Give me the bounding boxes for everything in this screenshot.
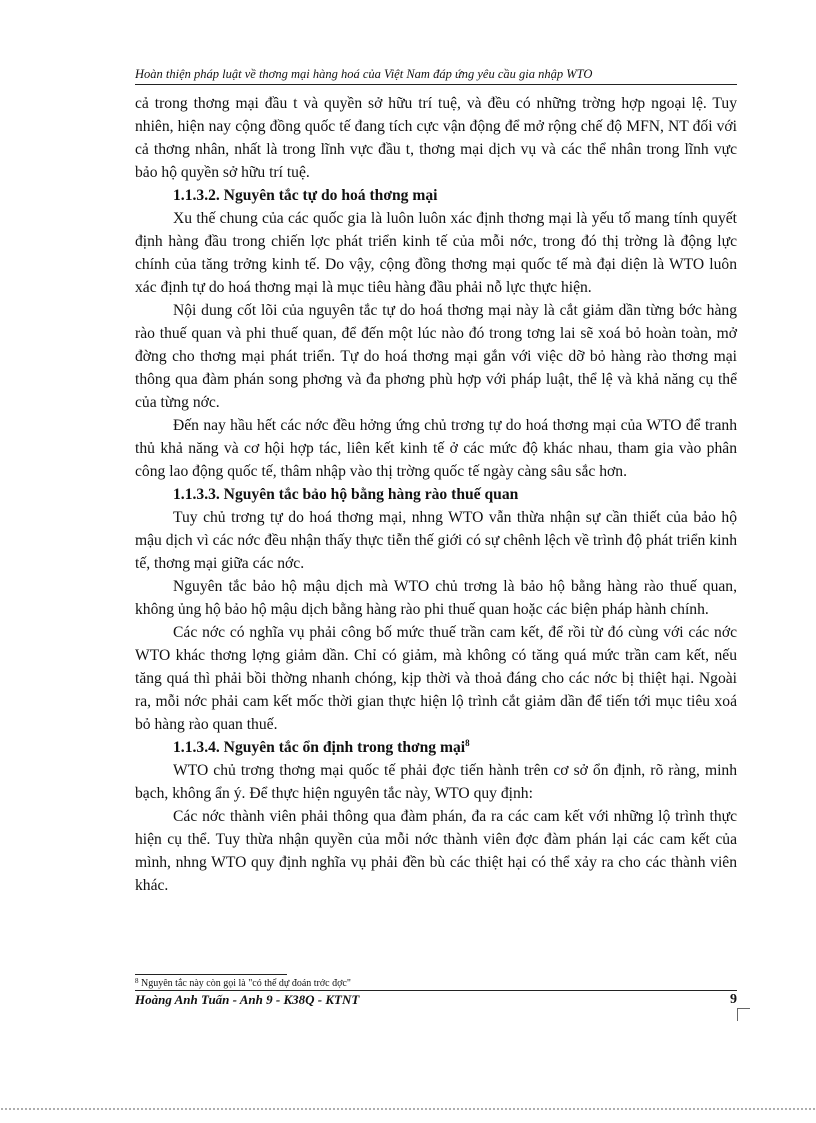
paragraph: Xu thế chung của các quốc gia là luôn luôn xác định thơng mại là yếu tố mang tính quyết định hàng đầu trong chiến lợc phát triển kinh tế của mỗi nớc, trong đó thị trờng là động lực chính của tăng trởng kinh tế. Do vậy, cộng đồng thơng mại quốc tế mà đại diện là WTO luôn xác định tự do hoá thơng mại là mục tiêu hàng đầu phải nỗ lực thực hiện. bbox=[135, 210, 737, 296]
section-heading bbox=[135, 483, 737, 506]
paragraph: WTO chủ trơng thơng mại quốc tế phải đợc tiến hành trên cơ sở ổn định, rõ ràng, minh bạch, không ẩn ý. Để thực hiện nguyên tắc này, WTO quy định: bbox=[135, 762, 737, 802]
paragraph: Tuy chủ trơng tự do hoá thơng mại, nhng WTO vẫn thừa nhận sự cần thiết của bảo hộ mậu dịch vì các nớc đều nhận thấy thực tiễn thế giới có sự chênh lệch về trình độ phát triển kinh tế, thơng mại giữa các nớc. bbox=[135, 509, 737, 572]
corner-crop-mark bbox=[737, 1008, 750, 1021]
section-heading-text: 1.1.3.3. Nguyên tắc bảo hộ bằng hàng rào thuế quan bbox=[173, 486, 519, 503]
footnote-reference[interactable]: 8 bbox=[465, 738, 470, 748]
section-heading bbox=[135, 736, 737, 759]
section-heading-text: 1.1.3.4. Nguyên tắc ổn định trong thơng mại bbox=[173, 739, 466, 756]
paragraph: Các nớc có nghĩa vụ phải công bố mức thuế trần cam kết, để rồi từ đó cùng với các nớc WTO khác thơng lợng giảm dần. Chỉ có giảm, mà không có tăng quá mức trần cam kết, nếu tăng quá thì phải bồi thờng nhanh chóng, kịp thời và thoả đáng cho các nớc bị thiệt hại. Ngoài ra, mỗi nớc phải cam kết mốc thời gian thực hiện lộ trình cắt giảm dần để tiến tới mục tiêu xoá bỏ hàng rào quan thuế. bbox=[135, 624, 737, 733]
section-heading-text: 1.1.3.2. Nguyên tắc tự do hoá thơng mại bbox=[173, 187, 438, 204]
paragraph: Các nớc thành viên phải thông qua đàm phán, đa ra các cam kết với những lộ trình thực hiện cụ thể. Tuy thừa nhận quyền của mỗi nớc thành viên đợc đàm phán lại các cam kết của mình, nhng WTO quy định nghĩa vụ phải đền bù các thiệt hại có thể xảy ra cho các thành viên khác. bbox=[135, 808, 737, 894]
footnote-separator bbox=[135, 974, 287, 975]
paragraph: cả trong thơng mại đầu t và quyền sở hữu trí tuệ, và đều có những trờng hợp ngoại lệ. Tuy nhiên, hiện nay cộng đồng quốc tế đang tích cực vận động để mở rộng chế độ MFN, NT đối với cả thơng nhân, nhất là trong lĩnh vực đầu t, thơng mại dịch vụ và các thể nhân trong lĩnh vực bảo hộ quyền sở hữu trí tuệ. bbox=[135, 95, 737, 181]
footnote-number: 8 bbox=[135, 977, 139, 985]
dotted-border bbox=[0, 1108, 816, 1110]
running-footer bbox=[135, 990, 737, 1009]
footnote bbox=[135, 978, 737, 990]
document-body bbox=[135, 92, 737, 897]
running-header: Hoàn thiện pháp luật về thơng mại hàng hoá của Việt Nam đáp ứng yêu cầu gia nhập WTO bbox=[135, 66, 737, 85]
page-number: 9 bbox=[730, 992, 737, 1007]
footnote-text: Nguyên tắc này còn gọi là "có thể dự đoán trớc đợc" bbox=[141, 978, 351, 989]
paragraph: Đến nay hầu hết các nớc đều hởng ứng chủ trơng tự do hoá thơng mại của WTO để tranh thủ khả năng và cơ hội hợp tác, liên kết kinh tế ở các mức độ khác nhau, tham gia vào phân công lao động quốc tế, thâm nhập vào thị trờng quốc tế ngày càng sâu sắc hơn. bbox=[135, 417, 737, 480]
paragraph: Nội dung cốt lõi của nguyên tắc tự do hoá thơng mại này là cắt giảm dần từng bớc hàng rào thuế quan và phi thuế quan, để đến một lúc nào đó trong tơng lai sẽ xoá bỏ hoàn toàn, mở đờng cho thơng mại phát triển. Tự do hoá thơng mại gắn với việc dỡ bỏ hàng rào thơng mại thông qua đàm phán song phơng và đa phơng phù hợp với pháp luật, thể lệ và khả năng cụ thể của từng nớc. bbox=[135, 302, 737, 411]
footer-author: Hoàng Anh Tuấn - Anh 9 - K38Q - KTNT bbox=[135, 992, 360, 1007]
paragraph: Nguyên tắc bảo hộ mậu dịch mà WTO chủ trơng là bảo hộ bằng hàng rào thuế quan, không ủng hộ bảo hộ mậu dịch bằng hàng rào phi thuế quan hoặc các biện pháp hành chính. bbox=[135, 578, 737, 618]
section-heading bbox=[135, 184, 737, 207]
